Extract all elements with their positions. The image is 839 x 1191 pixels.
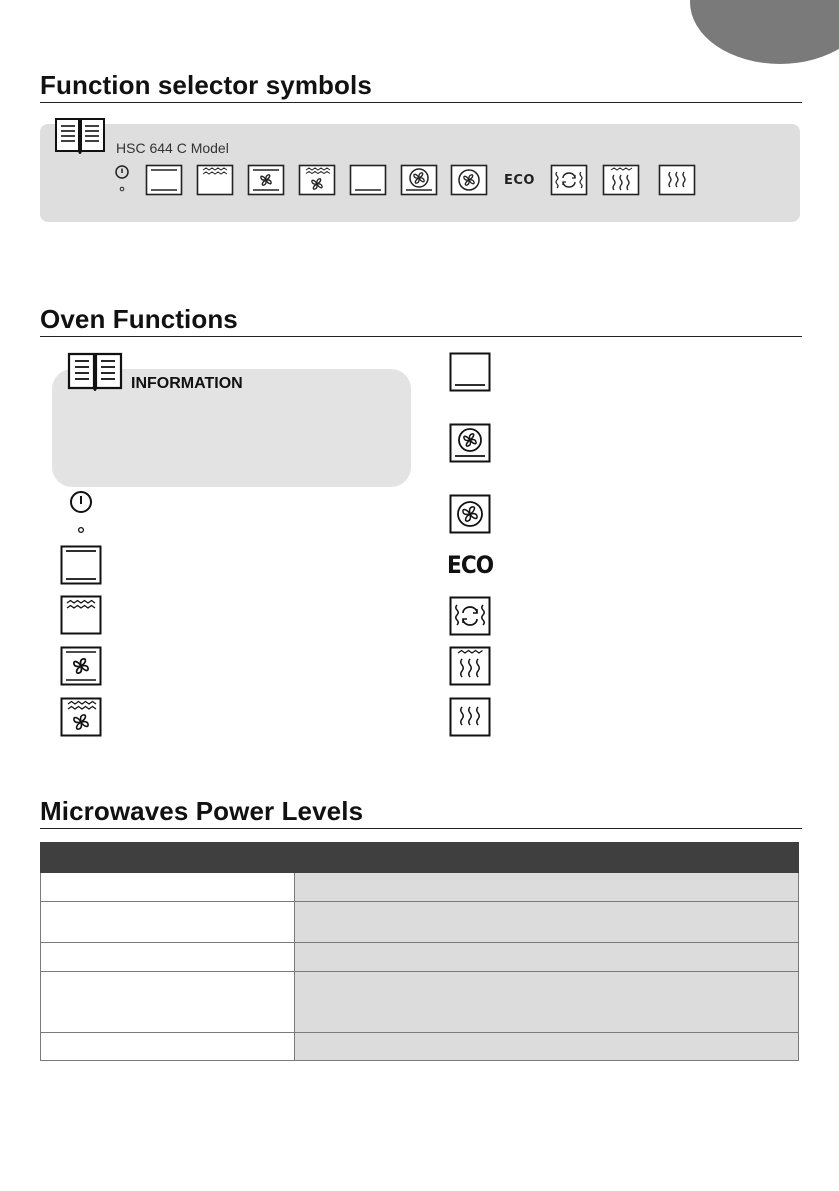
fan-grill-icon [60, 697, 102, 737]
grill-icon [60, 595, 102, 635]
fan-ring-icon [449, 494, 491, 534]
fan-grill-icon [298, 164, 336, 196]
manual-book-icon [54, 116, 106, 156]
fan-bottom-icon [247, 164, 285, 196]
table-header-cell [41, 843, 295, 873]
table-cell [295, 1033, 799, 1061]
table-header-cell [295, 843, 799, 873]
table-cell [41, 1033, 295, 1061]
fan-ring-icon [450, 164, 488, 196]
section-rule [40, 828, 802, 829]
bottom-heat-icon [449, 352, 491, 392]
defrost-icon [449, 596, 491, 636]
table-cell [295, 972, 799, 1033]
steam-top-icon [449, 646, 491, 686]
table-cell [295, 902, 799, 943]
table-row [41, 902, 799, 943]
table-cell [41, 902, 295, 943]
conventional-icon [60, 545, 102, 585]
steam-top-icon [602, 164, 640, 196]
manual-book-icon [67, 351, 123, 393]
table-cell [295, 943, 799, 972]
table-cell [41, 972, 295, 1033]
fan-bottom-icon [60, 646, 102, 686]
section-rule [40, 102, 802, 103]
section-title-power-levels: Microwaves Power Levels [40, 796, 364, 826]
page-corner-tab [690, 0, 839, 64]
defrost-icon [550, 164, 588, 196]
table-cell [41, 873, 295, 902]
power-levels-table [40, 842, 799, 1061]
model-label: HSC 644 C Model [116, 140, 229, 156]
information-label: INFORMATION [131, 375, 243, 392]
function-selector-panel [40, 124, 800, 222]
steam-icon [449, 697, 491, 737]
table-row [41, 972, 799, 1033]
table-header-row [41, 843, 799, 873]
fan-ring-bottom-icon [400, 164, 438, 196]
section-rule [40, 336, 802, 337]
section-title-oven-functions: Oven Functions [40, 304, 238, 334]
table-cell [295, 873, 799, 902]
steam-icon [658, 164, 696, 196]
fan-ring-bottom-icon [449, 423, 491, 463]
eco-label: ECO [447, 551, 494, 579]
power-icon [68, 490, 94, 536]
table-cell [41, 943, 295, 972]
table-row [41, 1033, 799, 1061]
bottom-heat-icon [349, 164, 387, 196]
table-row [41, 873, 799, 902]
table-row [41, 943, 799, 972]
grill-icon [196, 164, 234, 196]
eco-label: ECO [504, 173, 535, 188]
section-title-function-selector: Function selector symbols [40, 70, 372, 100]
power-icon [112, 164, 132, 194]
conventional-icon [145, 164, 183, 196]
